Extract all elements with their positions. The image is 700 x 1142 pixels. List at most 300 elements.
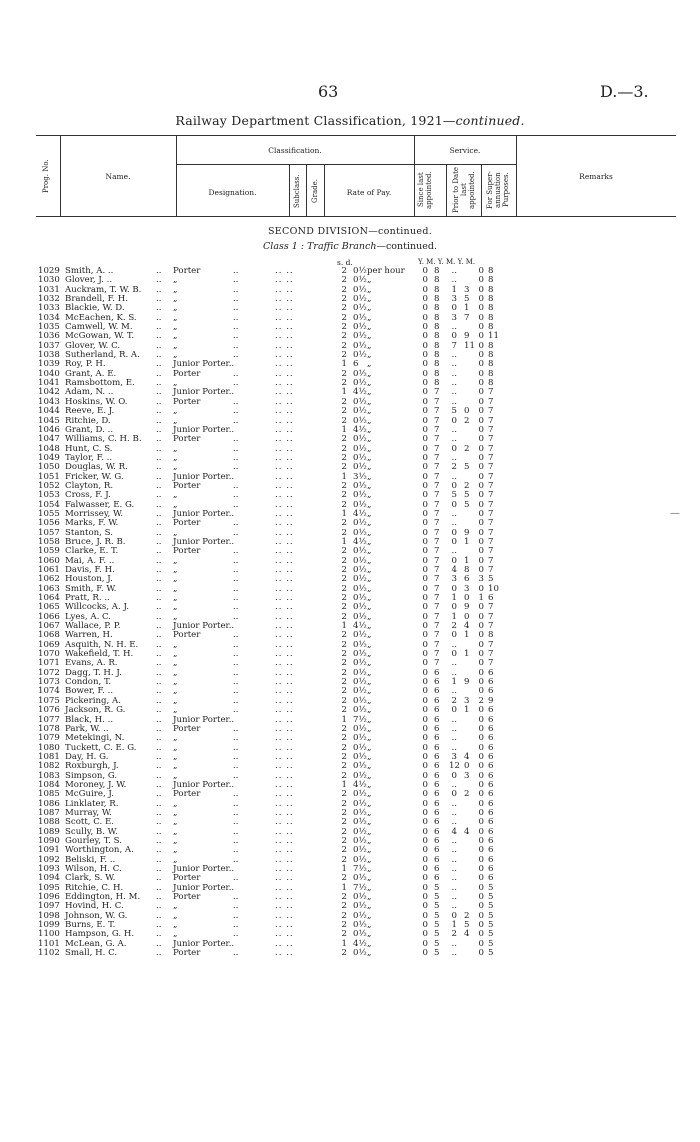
super-months: 7 [488,471,494,482]
staff-name: Linklater, R. [65,798,119,809]
rate-unit: „ [367,817,372,828]
prog-no: 1036 [38,331,60,342]
since-years: 0 [422,406,428,417]
super-months: 6 [488,686,494,697]
super-months: 7 [488,434,494,445]
staff-name: Pickering, A. [65,695,121,706]
staff-name: Small, H. C. [65,948,118,959]
super-months: 7 [488,565,494,575]
title-main: Railway Department Classification, 1921— [175,113,456,128]
leader-dots: .. [156,705,162,716]
designation: Junior Porter.. [173,359,235,370]
rate-shillings: 2 [341,630,347,641]
since-years: 0 [422,695,428,706]
rate-unit: „ [367,415,372,426]
rate-pence: 0½ [353,770,367,781]
leader-dots: .. [233,452,239,463]
rate-unit: „ [367,359,372,370]
staff-name: Smith, F. W. [65,583,117,594]
rate-shillings: 1 [341,424,347,435]
staff-name: Worthington, A. [65,845,134,856]
since-years: 0 [422,284,428,295]
leader-dots: .. [233,415,239,426]
leader-dots: .. [156,649,162,660]
since-months: 7 [434,546,440,557]
super-years: 0 [478,910,484,921]
since-months: 7 [434,518,440,529]
rate-pence: 0½ [353,462,367,473]
rate-shillings: 2 [341,415,347,426]
leader-dots: .. .. [275,667,294,678]
prog-no: 1048 [38,443,60,454]
designation: Junior Porter.. [173,387,235,398]
since-years: 0 [422,920,428,931]
prior-years: 5 [451,406,457,417]
since-years: 0 [422,770,428,781]
leader-dots: .. .. [275,611,294,622]
prior-years: .. [451,733,457,744]
prog-no: 1031 [38,284,60,295]
staff-name: Cross, F. J. [65,490,111,501]
leader-dots: .. [156,406,162,417]
leader-dots: .. [233,593,239,604]
since-years: 0 [422,705,428,716]
staff-name: Taylor, F. .. [65,452,113,463]
rate-shillings: 2 [341,340,347,351]
prior-months: 9 [464,527,470,538]
since-months: 6 [434,714,440,725]
since-months: 7 [434,621,440,632]
prog-no: 1043 [38,396,60,407]
leader-dots: .. [233,322,239,333]
prior-years: .. [451,686,457,697]
prior-months: 1 [464,705,470,716]
designation: „ [173,415,178,426]
since-months: 7 [434,611,440,622]
designation: „ [173,742,178,753]
designation: Junior Porter.. [173,621,235,632]
prior-years: .. [451,901,457,912]
prog-no: 1099 [38,920,60,931]
since-months: 6 [434,835,440,846]
rate-shillings: 2 [341,826,347,837]
rate-shillings: 2 [341,798,347,809]
super-years: 0 [478,565,484,575]
since-years: 0 [422,527,428,538]
rate-unit: „ [367,948,372,959]
rate-pence: 0½ [353,649,367,660]
rate-pence: 0½ [353,396,367,407]
staff-table-body [0,267,700,958]
super-years: 0 [478,350,484,361]
since-months: 6 [434,723,440,734]
super-months: 8 [488,312,494,323]
leader-dots: .. [156,742,162,753]
leader-dots: .. .. [275,452,294,463]
super-months: 5 [488,929,494,940]
rate-unit: „ [367,649,372,660]
leader-dots: .. [156,518,162,529]
staff-name: Sutherland, R. A. [65,350,140,361]
leader-dots: .. .. [275,602,294,613]
prog-no: 1097 [38,901,60,912]
designation: „ [173,574,178,585]
prior-years: .. [451,807,457,818]
since-months: 8 [434,331,440,342]
leader-dots: .. [156,340,162,351]
leader-dots: .. [156,527,162,538]
super-years: 0 [478,611,484,622]
rate-shillings: 2 [341,452,347,463]
prog-no: 1049 [38,452,60,463]
leader-dots: .. [233,845,239,856]
leader-dots: .. .. [275,434,294,445]
super-years: 0 [478,359,484,370]
units-sd: s. d. [337,258,353,267]
designation: Junior Porter.. [173,508,235,519]
leader-dots: .. .. [275,378,294,389]
since-months: 6 [434,733,440,744]
rate-shillings: 2 [341,602,347,613]
prior-years: 2 [451,462,457,473]
since-months: 7 [434,649,440,660]
since-months: 7 [434,630,440,641]
super-years: 0 [478,462,484,473]
since-years: 0 [422,415,428,426]
staff-name: Bower, F. .. [65,686,114,697]
designation: „ [173,798,178,809]
col-rate-of-pay: Rate of Pay. [346,188,392,197]
super-years: 0 [478,331,484,342]
super-months: 6 [488,770,494,781]
prior-years: .. [451,396,457,407]
since-years: 0 [422,452,428,463]
prior-years: .. [451,742,457,753]
staff-name: Hampson, G. H. [65,929,135,940]
class-prefix: Class 1 : [263,241,305,252]
prior-years: .. [451,434,457,445]
super-months: 6 [488,845,494,856]
prog-no: 1100 [38,929,60,940]
leader-dots: .. [156,480,162,491]
designation: „ [173,639,178,650]
designation: „ [173,275,178,286]
leader-dots: .. .. [275,359,294,370]
designation: Porter [173,892,201,903]
super-months: 7 [488,621,494,632]
prior-years: .. [451,275,457,286]
super-years: 0 [478,714,484,725]
leader-dots: .. [233,723,239,734]
leader-dots: .. [233,910,239,921]
super-months: 8 [488,368,494,379]
prior-years: .. [451,639,457,650]
designation: „ [173,312,178,323]
rate-unit: „ [367,779,372,790]
rate-pence: 0½ [353,452,367,463]
designation: Porter [173,518,201,529]
prog-no: 1089 [38,826,60,837]
super-years: 0 [478,751,484,762]
leader-dots: .. .. [275,574,294,585]
prog-no: 1079 [38,733,60,744]
prog-no: 1042 [38,387,60,398]
prog-no: 1078 [38,723,60,734]
leader-dots: .. .. [275,415,294,426]
super-months: 7 [488,602,494,613]
leader-dots: .. [156,396,162,407]
prog-no: 1074 [38,686,60,697]
designation: Porter [173,546,201,557]
prior-years: .. [451,424,457,435]
designation: „ [173,331,178,342]
prior-months: 1 [464,630,470,641]
rate-shillings: 2 [341,723,347,734]
prior-years: .. [451,873,457,884]
super-months: 6 [488,677,494,688]
rate-pence: 0½ [353,751,367,762]
prog-no: 1076 [38,705,60,716]
rate-shillings: 1 [341,359,347,370]
super-years: 0 [478,555,484,566]
leader-dots: .. [156,546,162,557]
rate-shillings: 2 [341,462,347,473]
designation: „ [173,527,178,538]
prior-years: .. [451,322,457,333]
prog-no: 1034 [38,312,60,323]
super-years: 0 [478,312,484,323]
super-years: 0 [478,798,484,809]
super-years: 0 [478,322,484,333]
leader-dots: .. [156,322,162,333]
leader-dots: .. [156,536,162,547]
leader-dots: .. [156,611,162,622]
rate-pence: 0½ [353,434,367,445]
rate-unit: „ [367,275,372,286]
super-months: 8 [488,378,494,389]
since-months: 8 [434,266,440,276]
super-years: 0 [478,368,484,379]
prior-years: .. [451,864,457,874]
super-months: 7 [488,424,494,435]
designation: „ [173,565,178,575]
prog-no: 1044 [38,406,60,417]
leader-dots: .. [156,331,162,342]
prog-no: 1030 [38,275,60,286]
since-months: 6 [434,864,440,874]
super-months: 6 [488,826,494,837]
super-months: 8 [488,322,494,333]
prior-months: 1 [464,649,470,660]
leader-dots: .. .. [275,546,294,557]
rate-unit: „ [367,331,372,342]
leader-dots: .. [156,499,162,510]
rate-unit: „ [367,378,372,389]
leader-dots: .. [233,929,239,940]
leader-dots: .. [233,499,239,510]
super-years: 0 [478,378,484,389]
rate-shillings: 2 [341,761,347,772]
leader-dots: .. .. [275,630,294,641]
leader-dots: .. .. [275,350,294,361]
since-years: 0 [422,518,428,529]
rate-unit: „ [367,312,372,323]
super-months: 6 [488,807,494,818]
rate-shillings: 2 [341,873,347,884]
super-years: 0 [478,536,484,547]
leader-dots: .. .. [275,705,294,716]
since-years: 0 [422,499,428,510]
rate-unit: „ [367,686,372,697]
prog-no: 1092 [38,854,60,865]
super-years: 0 [478,667,484,678]
prior-years: 1 [451,920,457,931]
rate-unit: „ [367,322,372,333]
prior-years: 3 [451,574,457,585]
staff-name: Wallace, P. P. [65,621,121,632]
leader-dots: .. [156,658,162,669]
rate-shillings: 2 [341,742,347,753]
rate-pence: 0½ [353,593,367,604]
since-months: 5 [434,948,440,959]
rate-unit: „ [367,294,372,305]
rate-pence: 0½ [353,695,367,706]
since-years: 0 [422,864,428,874]
rate-unit: „ [367,387,372,398]
since-months: 8 [434,294,440,305]
super-months: 8 [488,630,494,641]
prior-months: 9 [464,331,470,342]
prior-years: 0 [451,536,457,547]
rate-unit: „ [367,864,372,874]
super-months: 7 [488,546,494,557]
rate-shillings: 2 [341,929,347,940]
prog-no: 1061 [38,565,60,575]
designation: „ [173,761,178,772]
designation: „ [173,817,178,828]
prog-no: 1032 [38,294,60,305]
prog-no: 1098 [38,910,60,921]
leader-dots: .. [233,303,239,314]
leader-dots: .. [233,368,239,379]
since-years: 0 [422,574,428,585]
prog-no: 1084 [38,779,60,790]
staff-name: Smith, A. .. [65,266,114,276]
since-months: 7 [434,602,440,613]
rate-pence: 0½ [353,574,367,585]
staff-name: Scott, C. E. [65,817,114,828]
leader-dots: .. [233,770,239,781]
rate-shillings: 1 [341,779,347,790]
since-months: 5 [434,929,440,940]
super-years: 0 [478,677,484,688]
since-months: 7 [434,415,440,426]
since-months: 7 [434,443,440,454]
prior-years: 1 [451,677,457,688]
super-years: 0 [478,779,484,790]
rate-shillings: 2 [341,518,347,529]
prior-years: 0 [451,602,457,613]
rate-unit: „ [367,284,372,295]
staff-name: Lyes, A. C. [65,611,112,622]
rate-unit: „ [367,901,372,912]
rate-unit: „ [367,490,372,501]
leader-dots: .. [233,396,239,407]
prog-no: 1081 [38,751,60,762]
super-years: 0 [478,396,484,407]
rate-shillings: 2 [341,434,347,445]
leader-dots: .. [233,817,239,828]
designation: „ [173,284,178,295]
leader-dots: .. [156,667,162,678]
leader-dots: .. .. [275,536,294,547]
col-subclass: Subclass. [293,174,301,208]
leader-dots: .. [156,602,162,613]
since-years: 0 [422,751,428,762]
rate-unit: „ [367,723,372,734]
leader-dots: .. [156,761,162,772]
rate-unit: „ [367,910,372,921]
staff-name: Tuckett, C. E. G. [65,742,137,753]
designation: Junior Porter.. [173,536,235,547]
since-months: 6 [434,686,440,697]
prior-years: 0 [451,649,457,660]
units-ym: Y. M. Y. M. Y. M. [418,258,476,266]
prior-years: .. [451,378,457,389]
rate-shillings: 1 [341,938,347,949]
super-months: 9 [488,695,494,706]
super-years: 0 [478,546,484,557]
prior-years: 3 [451,751,457,762]
rate-unit: „ [367,499,372,510]
prior-years: 2 [451,929,457,940]
super-months: 5 [488,910,494,921]
prog-no: 1046 [38,424,60,435]
staff-name: Simpson, G. [65,770,118,781]
since-months: 7 [434,471,440,482]
rate-shillings: 2 [341,546,347,557]
since-months: 7 [434,480,440,491]
since-years: 0 [422,948,428,959]
since-years: 0 [422,462,428,473]
since-years: 0 [422,892,428,903]
super-months: 7 [488,555,494,566]
staff-name: Eddington, H. M. [65,892,141,903]
prior-years: 0 [451,480,457,491]
super-months: 7 [488,649,494,660]
leader-dots: .. [233,658,239,669]
leader-dots: .. [233,733,239,744]
leader-dots: .. .. [275,340,294,351]
staff-name: Pratt, R. .. [65,593,110,604]
leader-dots: .. [156,508,162,519]
leader-dots: .. .. [275,387,294,398]
since-years: 0 [422,331,428,342]
super-years: 0 [478,303,484,314]
super-years: 0 [478,471,484,482]
rate-shillings: 1 [341,508,347,519]
prog-no: 1080 [38,742,60,753]
leader-dots: .. [233,340,239,351]
designation: „ [173,303,178,314]
leader-dots: .. [156,714,162,725]
leader-dots: .. [156,415,162,426]
prior-years: 0 [451,443,457,454]
rate-unit: „ [367,536,372,547]
since-years: 0 [422,714,428,725]
leader-dots: .. [233,798,239,809]
staff-name: Hovind, H. C. [65,901,124,912]
